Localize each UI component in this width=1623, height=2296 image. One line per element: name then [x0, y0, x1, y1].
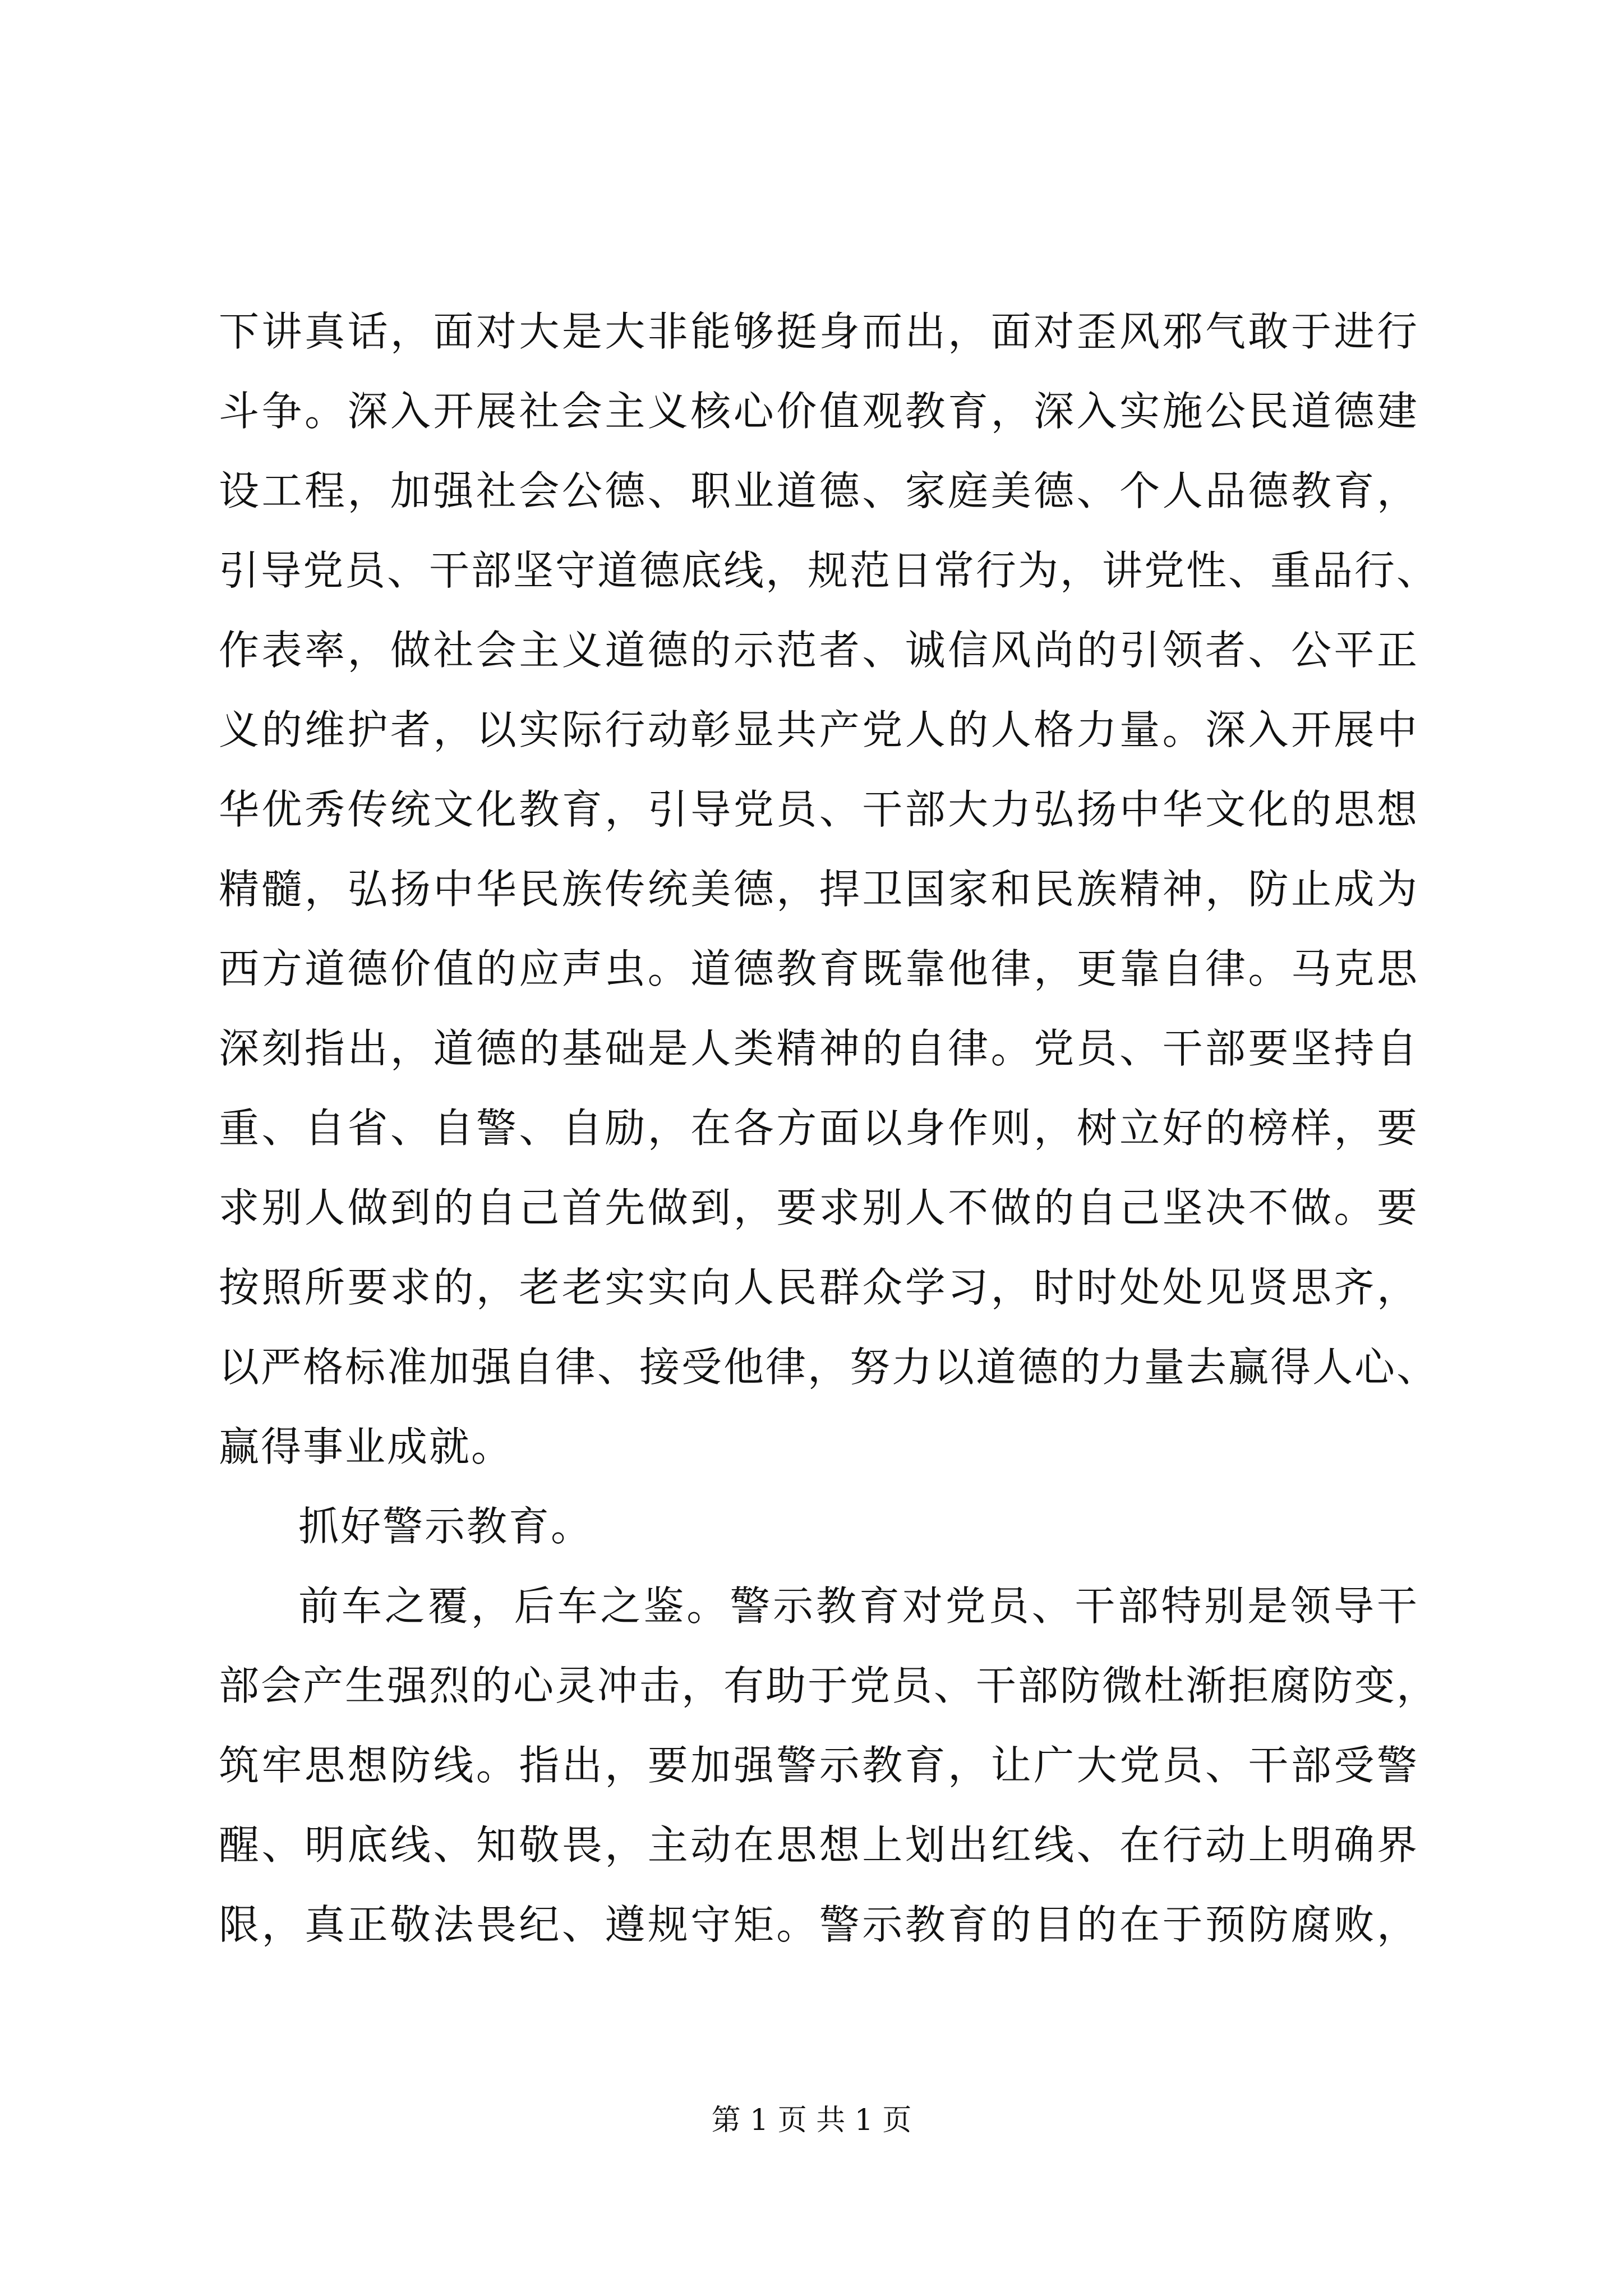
body-text — [219, 292, 1439, 1964]
text-line: 深刻指出，道德的基础是人类精神的自律。党员、干部要坚持自 — [219, 1025, 1419, 1072]
text-line: 设工程，加强社会公德、职业道德、家庭美德、个人品德教育， — [219, 467, 1419, 514]
page-footer: 第 1 页 共 1 页 — [711, 2104, 912, 2137]
text-line: 义的维护者，以实际行动彰显共产党人的人格力量。深入开展中 — [219, 706, 1419, 753]
text-line: 前车之覆，后车之鉴。警示教育对党员、干部特别是领导干 — [298, 1582, 1419, 1630]
text-line: 以严格标准加强自律、接受他律，努力以道德的力量去赢得人心、 — [219, 1343, 1439, 1391]
text-line: 重、自省、自警、自励，在各方面以身作则，树立好的榜样，要 — [219, 1105, 1419, 1152]
text-line: 西方道德价值的应声虫。道德教育既靠他律，更靠自律。马克思 — [219, 945, 1419, 992]
text-line: 部会产生强烈的心灵冲击，有助于党员、干部防微杜渐拒腐防变， — [219, 1662, 1439, 1709]
text-line: 华优秀传统文化教育，引导党员、干部大力弘扬中华文化的思想 — [219, 786, 1419, 833]
text-line: 精髓，弘扬中华民族传统美德，捍卫国家和民族精神，防止成为 — [219, 866, 1419, 913]
text-line: 筑牢思想防线。指出，要加强警示教育，让广大党员、干部受警 — [219, 1742, 1419, 1789]
text-line: 赢得事业成就。 — [219, 1423, 514, 1470]
text-line: 求别人做到的自己首先做到，要求别人不做的自己坚决不做。要 — [219, 1184, 1419, 1231]
text-line: 醒、明底线、知敬畏，主动在思想上划出红线、在行动上明确界 — [219, 1821, 1419, 1869]
text-line: 引导党员、干部坚守道德底线，规范日常行为，讲党性、重品行、 — [219, 547, 1439, 594]
text-line: 斗争。深入开展社会主义核心价值观教育，深入实施公民道德建 — [219, 388, 1419, 435]
text-line: 作表率，做社会主义道德的示范者、诚信风尚的引领者、公平正 — [219, 627, 1419, 674]
text-line: 按照所要求的，老老实实向人民群众学习，时时处处见贤思齐， — [219, 1264, 1419, 1311]
text-line: 限，真正敬法畏纪、遵规守矩。警示教育的目的在于预防腐败， — [219, 1901, 1419, 1948]
text-line: 抓好警示教育。 — [298, 1503, 593, 1550]
text-line: 下讲真话，面对大是大非能够挺身而出，面对歪风邪气敢于进行 — [219, 308, 1419, 355]
